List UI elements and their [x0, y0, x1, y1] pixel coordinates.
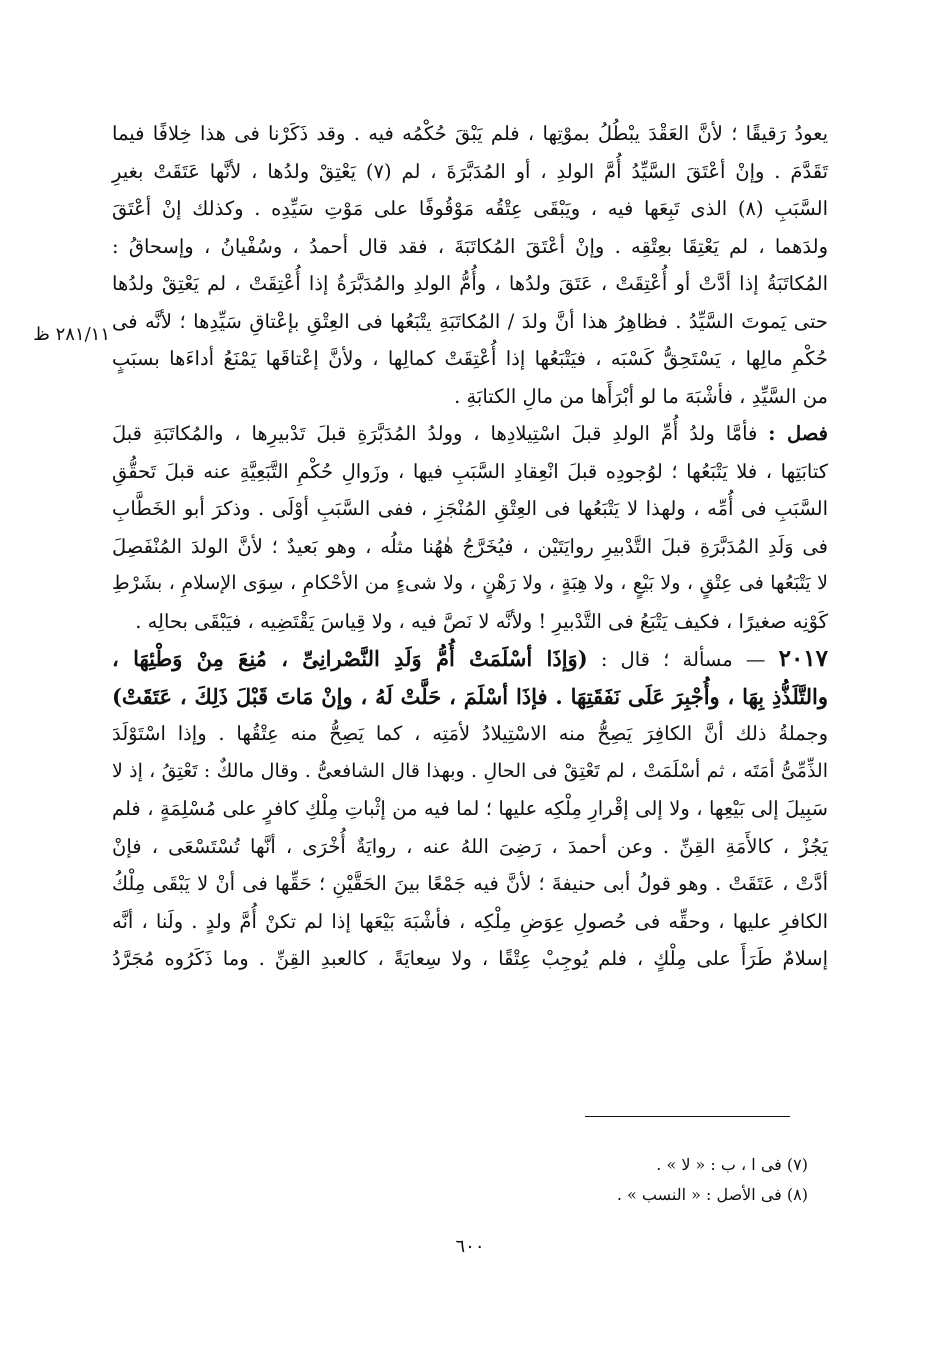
text-line: كَوْنِه صغيرًا ، فكيف يَتْبَعُ فى التَّدْبيرِ ! ولأنَّه لا نَصَّ فيه ، ولا قِياسَ يَقْتَضِيه ، فيَبْقَى بحالِه . [135, 609, 828, 633]
fasl-text: فأمَّا ولدُ أُمِّ الولدِ قبلَ اسْتِيلادِها ، وولدُ المُدَبَّرَةِ قبلَ تَدْبيرِها ، والمُكاتَبَةِ قبلَ [112, 422, 758, 445]
fasl-heading: فصل : [768, 422, 828, 445]
issue-label: — مسألة ؛ قال : [600, 648, 766, 671]
page-number: ٦٠٠ [455, 1236, 485, 1257]
text-line: تَقَدَّمَ . وإنْ أعْتَقَ السَّيِّدُ أُمَّ الولدِ ، أو المُدَبَّرَةَ ، لم (٧) يَعْتِقْ ولدُها ، لأنَّها عَتَقَتْ بغيرِ [112, 159, 828, 183]
text-line: لا يَتْبَعُها فى عِتْقٍ ، ولا بَيْعٍ ، ولا هِبَةٍ ، ولا رَهْنٍ ، ولا شىءٍ من الأحْكامِ ، سِوَى الإسلامِ ، بشَرْطِ [112, 572, 828, 594]
text-line: المُكاتَبَةُ إذا أدَّتْ أو أُعْتِقَتْ ، عَتَقَ ولدُها ، وأُمُّ الولدِ والمُدَبَّرَةُ إذا أُعْتِقَتْ ، لم يَعْتِقْ ولدُها [112, 272, 828, 295]
text-line: كتابَتِها ، فلا يَتْبَعُها ؛ لوُجودِه قبلَ انْعِقادِ السَّبَبِ فيها ، وزَوالِ حُكْمِ التَّبَعِيَّةِ عنه قبلَ تَحقُّقِ [112, 459, 828, 483]
issue-heading: (وَإذَا أسْلَمَتْ أُمُّ وَلَدِ النَّصْرانِىِّ ، مُنِعَ مِنْ وَطْئِهَا ، [112, 646, 588, 671]
text-line: الكافرِ عليها ، وحقِّه فى حُصولِ عِوَضِ مِلْكِه ، فأشْبَهَ بَيْعَها إذا لم تكنْ أُمَّ ولدٍ . ولَنا ، أنَّه [112, 909, 828, 933]
text-line: الذِّمِّىُّ أمَتَه ، ثم أسْلَمَتْ ، لم تَعْتِقْ فى الحالِ . وبهذا قال الشافعىُّ . وقال مالكٌ : تَعْتِقُ ، إذ لا [112, 759, 828, 782]
text-line: فى وَلَدِ المُدَبَّرَةِ قبلَ التَّدْبيرِ روايَتَيْن ، فيُخَرَّجُ هٰهُنا مثلُه ، وهو بَعيدٌ ؛ لأنَّ الولدَ المُنْفَصِلَ [112, 534, 828, 558]
text-line: من السَّيِّدِ ، فأشْبَهَ ما لو أبْرَأَها من مالِ الكتابَةِ . [454, 384, 828, 408]
issue-heading-continued: والتَّلَذُّذِ بِهَا ، وأُجْبِرَ عَلَى نَفَقَتِهَا . فإذَا أسْلَمَ ، حَلَّتْ لَهُ ، وإنْ مَاتَ قَبْلَ ذَلِكَ ، عَتَقَتْ) [112, 683, 828, 709]
text-line: إسلامٌ طَرَأَ على مِلْكٍ ، فلم يُوجِبْ عِتْقًا ، ولا سِعايَةً ، كالعبدِ القِنِّ . وما ذَكَرُوه مُجَرَّدُ [112, 947, 828, 970]
marginal-reference: ٢٨١/١١ ظ [33, 324, 110, 345]
text-line: السَّبَبِ (٨) الذى تَبِعَها فيه ، ويَبْقَى عِتْقُه مَوْقُوفًا على مَوْتِ سَيِّدِه . وكذلك إنْ أعْتَقَ [112, 197, 828, 220]
footnote-divider [585, 1116, 790, 1117]
fasl-first-line [112, 415, 828, 453]
text-line: أدَّتْ ، عَتَقَتْ . وهو قولُ أبى حنيفةَ ؛ لأنَّ فيه جَمْعًا بينَ الحَقَّيْنِ ؛ حَقِّها فى أنْ لا يَبْقَى مِلْكُ [112, 872, 828, 895]
footnotes [408, 1150, 808, 1210]
text-line: وجملةُ ذلك أنَّ الكافِرَ يَصِحُّ منه الاسْتِيلادُ لأمَتِه ، كما يَصِحُّ منه عِتْقُها . وإذا اسْتَوْلَدَ [112, 722, 828, 745]
footnote: (٨) فى الأصل : « النسب » . [616, 1185, 808, 1204]
issue-number: ٢٠١٧ [778, 645, 829, 672]
text-line: السَّبَبِ فى أُمِّه ، ولهذا لا يَتْبَعُها فى العِتْقِ المُنْجَزِ ، ففى السَّبَبِ أوْلَى . وذكرَ أبو الخَطَّابِ [112, 497, 828, 520]
text-line: يَجُزْ ، كالأَمَةِ القِنِّ . وعن أحمدَ ، رَضِىَ اللهُ عنه ، روايَةٌ أُخْرَى ، أنَّها تُسْتَسْعَى ، فإنْ [112, 834, 828, 858]
footnote: (٧) فى ا ، ب : « لا » . [656, 1155, 808, 1174]
text-line: سَبِيلَ إلى بَيْعِها ، ولا إلى إقْرارِ مِلْكِه عليها ؛ لما فيه من إثْباتِ مِلْكِ كافرٍ على مُسْلِمَةٍ ، فلم [112, 797, 828, 820]
text-line: ولدَهما ، لم يَعْتِقَا بعِتْقِه . وإنْ أعْتَقَ المُكاتَبَةَ ، فقد قال أحمدُ ، وسُفْيانُ ، وإسحاقُ : [112, 234, 828, 258]
issue-heading-line [112, 640, 828, 678]
text-line: حتى يَموتَ السَّيِّدُ . فظاهِرُ هذا أنَّ ولدَ / المُكاتَبَةِ يتْبَعُها فى العِتْقِ بإعْتاقِ سَيِّدِها ؛ لأنَّه فى [112, 309, 828, 333]
text-line: حُكْمِ مالِها ، يَسْتَحِقُّ كَسْبَه ، فيَتْبَعُها إذا أُعْتِقَتْ كمالِها ، ولأنَّ إعْتاقَها يَمْنَعُ أداءَها بسبَبٍ [112, 347, 828, 370]
main-text [112, 115, 828, 978]
text-line: يعودُ رَقيقًا ؛ لأنَّ العَقْدَ يبْطُلُ بموْتِها ، فلم يَبْقَ حُكْمُه فيه . وقد ذَكَرْنا فى هذا خِلافًا فيما [112, 122, 828, 145]
